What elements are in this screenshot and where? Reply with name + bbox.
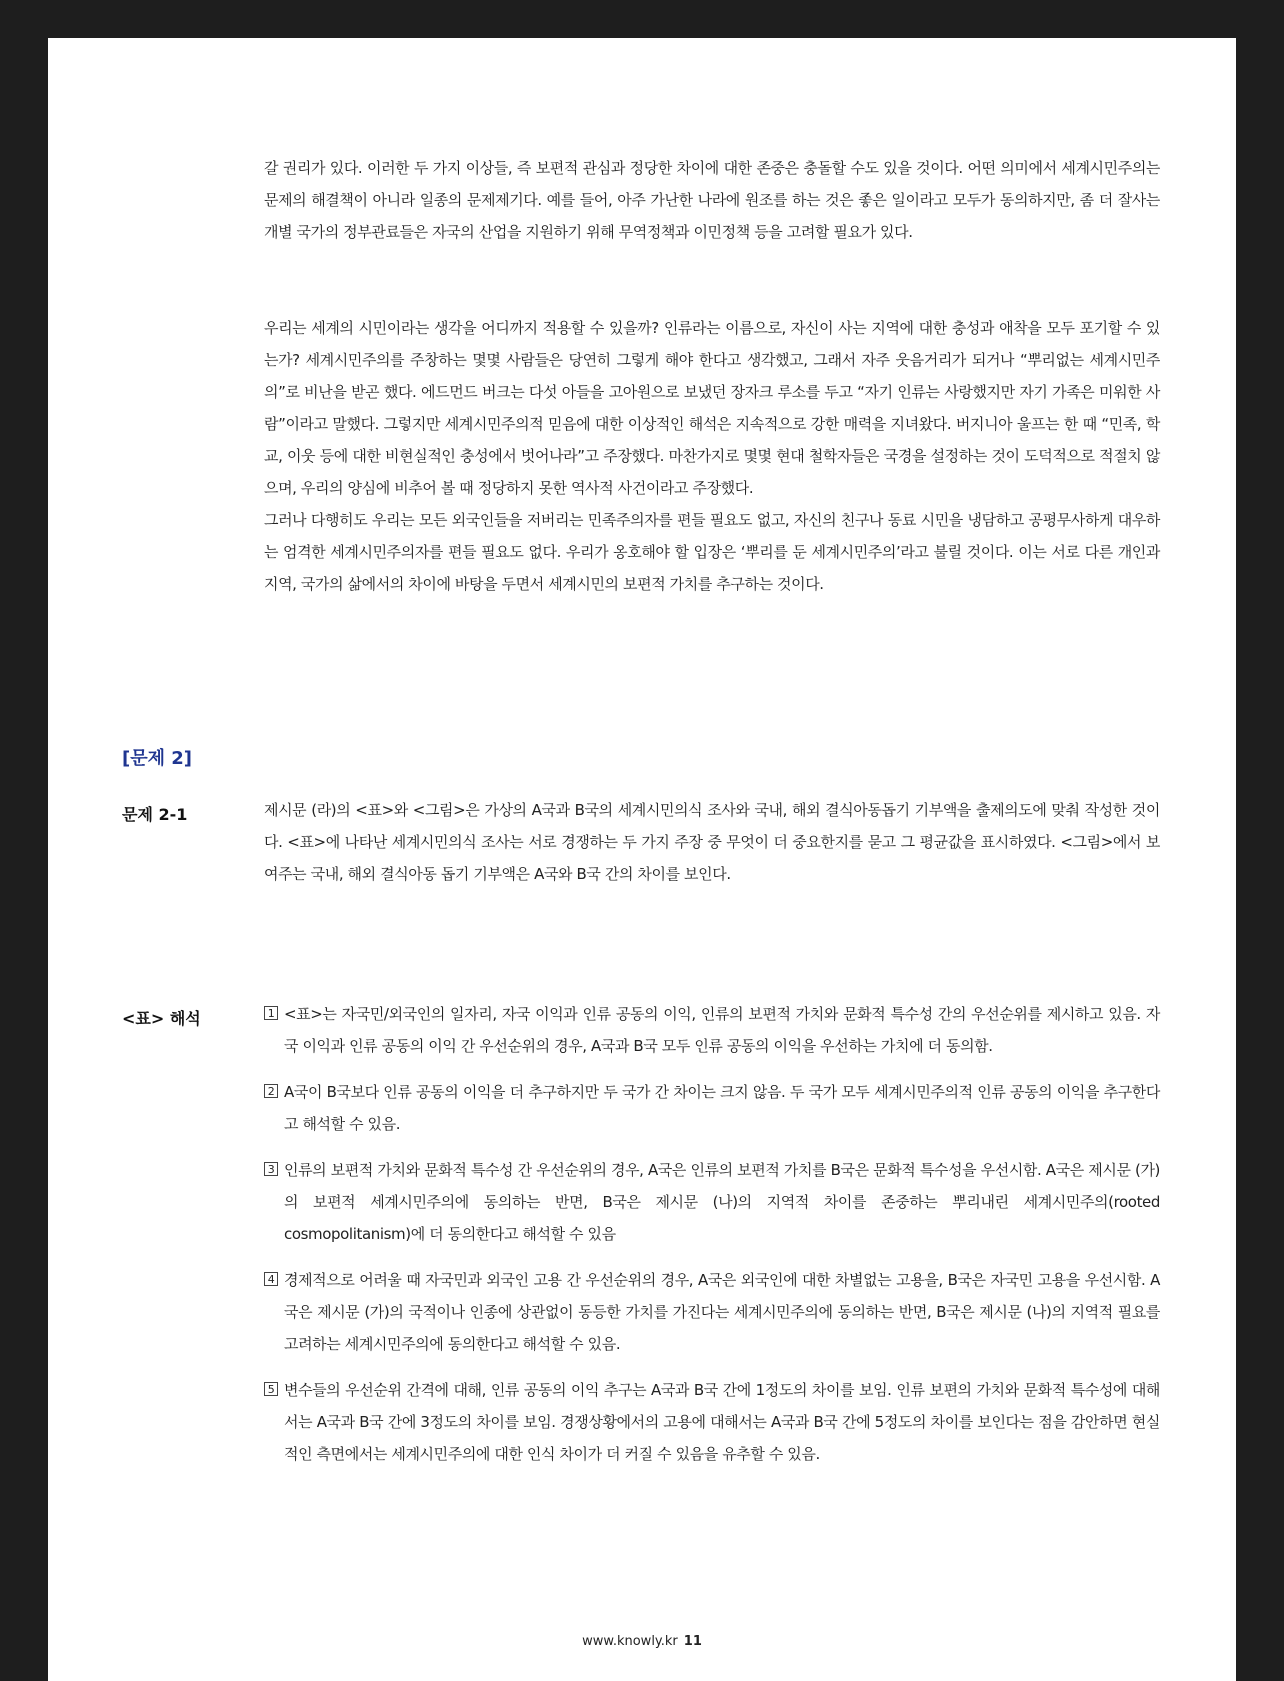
page-footer: [48, 1634, 1236, 1649]
item-number-box: 2: [264, 1084, 278, 1098]
passage-paragraph-2: 우리는 세계의 시민이라는 생각을 어디까지 적용할 수 있을까? 인류라는 이름으로, 자신이 사는 지역에 대한 충성과 애착을 모두 포기할 수 있는가? 세계시민주의를 주창하는 몇몇 사람들은 당연히 그렇게 해야 한다고 생각했고, 그래서 자주 웃음거리가 되거나 “뿌리없는 세계시민주의”로 비난을 받곤 했다. 에드먼드 버크는 다섯 아들을 고아원으로 보냈던 장자크 루소를 두고 “자기 인류는 사랑했지만 자기 가족은 미워한 사람”이라고 말했다. 그렇지만 세계시민주의적 믿음에 대한 이상적인 해석은 지속적으로 강한 매력을 지녀왔다. 버지니아 울프는 한 때 “민족, 학교, 이웃 등에 대한 비현실적인 충성에서 벗어나라”고 주장했다. 마찬가지로 몇몇 현대 철학자들은 국경을 설정하는 것이 도덕적으로 적절치 않으며, 우리의 양심에 비추어 볼 때 정당하지 못한 역사적 사건이라고 주장했다.: [264, 319, 1160, 497]
passage-paragraph-3: 그러나 다행히도 우리는 모든 외국인들을 저버리는 민족주의자를 편들 필요도 없고, 자신의 친구나 동료 시민을 냉담하고 공평무사하게 대우하는 엄격한 세계시민주의자를 편들 필요도 없다. 우리가 옹호해야 할 입장은 ‘뿌리를 둔 세계시민주의’라고 불릴 것이다. 이는 서로 다른 개인과 지역, 국가의 삶에서의 차이에 바탕을 두면서 세계시민의 보편적 가치를 추구하는 것이다.: [264, 511, 1160, 593]
analysis-item: [264, 998, 1160, 1062]
section-title: [문제 2]: [122, 748, 193, 769]
item-number-box: 4: [264, 1272, 278, 1286]
item-text: 변수들의 우선순위 간격에 대해, 인류 공동의 이익 추구는 A국과 B국 간에 1정도의 차이를 보임. 인류 보편의 가치와 문화적 특수성에 대해서는 A국과 B국 간에 3정도의 차이를 보임. 경쟁상황에서의 고용에 대해서는 A국과 B국 간에 5정도의 차이를 보인다는 점을 감안하면 현실적인 측면에서는 세계시민주의에 대한 인식 차이가 더 커질 수 있음을 유추할 수 있음.: [284, 1381, 1160, 1463]
analysis-label: <표> 해석: [122, 1009, 201, 1028]
analysis-item: [264, 1264, 1160, 1360]
analysis-item: [264, 1076, 1160, 1140]
item-text: A국이 B국보다 인류 공동의 이익을 더 추구하지만 두 국가 간 차이는 크지 않음. 두 국가 모두 세계시민주의적 인류 공동의 이익을 추구한다고 해석할 수 있음.: [284, 1083, 1160, 1133]
question-text: 제시문 (라)의 <표>와 <그림>은 가상의 A국과 B국의 세계시민의식 조사와 국내, 해외 결식아동돕기 기부액을 출제의도에 맞춰 작성한 것이다. <표>에 나타난 세계시민의식 조사는 서로 경쟁하는 두 가지 주장 중 무엇이 더 중요한지를 묻고 그 평균값을 표시하였다. <그림>에서 보여주는 국내, 해외 결식아동 돕기 기부액은 A국와 B국 간의 차이를 보인다.: [264, 801, 1160, 883]
footer-url: www.knowly.kr: [582, 1634, 678, 1649]
item-number-box: 1: [264, 1006, 278, 1020]
item-number-box: 3: [264, 1162, 278, 1176]
analysis-item: [264, 1154, 1160, 1250]
passage-paragraph-1: 갈 권리가 있다. 이러한 두 가지 이상들, 즉 보편적 관심과 정당한 차이에 대한 존중은 충돌할 수도 있을 것이다. 어떤 의미에서 세계시민주의는 문제의 해결책이 아니라 일종의 문제제기다. 예를 들어, 아주 가난한 나라에 원조를 하는 것은 좋은 일이라고 모두가 동의하지만, 좀 더 잘사는 개별 국가의 정부관료들은 자국의 산업을 지원하기 위해 무역정책과 이민정책 등을 고려할 필요가 있다.: [264, 159, 1160, 241]
item-text: 인류의 보편적 가치와 문화적 특수성 간 우선순위의 경우, A국은 인류의 보편적 가치를 B국은 문화적 특수성을 우선시함. A국은 제시문 (가)의 보편적 세계시민주의에 동의하는 반면, B국은 제시문 (나)의 지역적 차이를 존중하는 뿌리내린 세계시민주의(rooted cosmopolitanism)에 더 동의한다고 해석할 수 있음: [284, 1161, 1160, 1243]
item-text: 경제적으로 어려울 때 자국민과 외국인 고용 간 우선순위의 경우, A국은 외국인에 대한 차별없는 고용을, B국은 자국민 고용을 우선시함. A국은 제시문 (가)의 국적이나 인종에 상관없이 동등한 가치를 가진다는 세계시민주의에 동의하는 반면, B국은 제시문 (나)의 지역적 필요를 고려하는 세계시민주의에 동의한다고 해석할 수 있음.: [284, 1271, 1160, 1353]
document-page: [48, 38, 1236, 1681]
question-label: 문제 2-1: [122, 805, 188, 824]
analysis-item: [264, 1374, 1160, 1470]
page-number: 11: [683, 1634, 702, 1649]
item-number-box: 5: [264, 1382, 278, 1396]
item-text: <표>는 자국민/외국인의 일자리, 자국 이익과 인류 공동의 이익, 인류의 보편적 가치와 문화적 특수성 간의 우선순위를 제시하고 있음. 자국 이익과 인류 공동의 이익 간 우선순위의 경우, A국과 B국 모두 인류 공동의 이익을 우선하는 가치에 더 동의함.: [284, 1005, 1160, 1055]
